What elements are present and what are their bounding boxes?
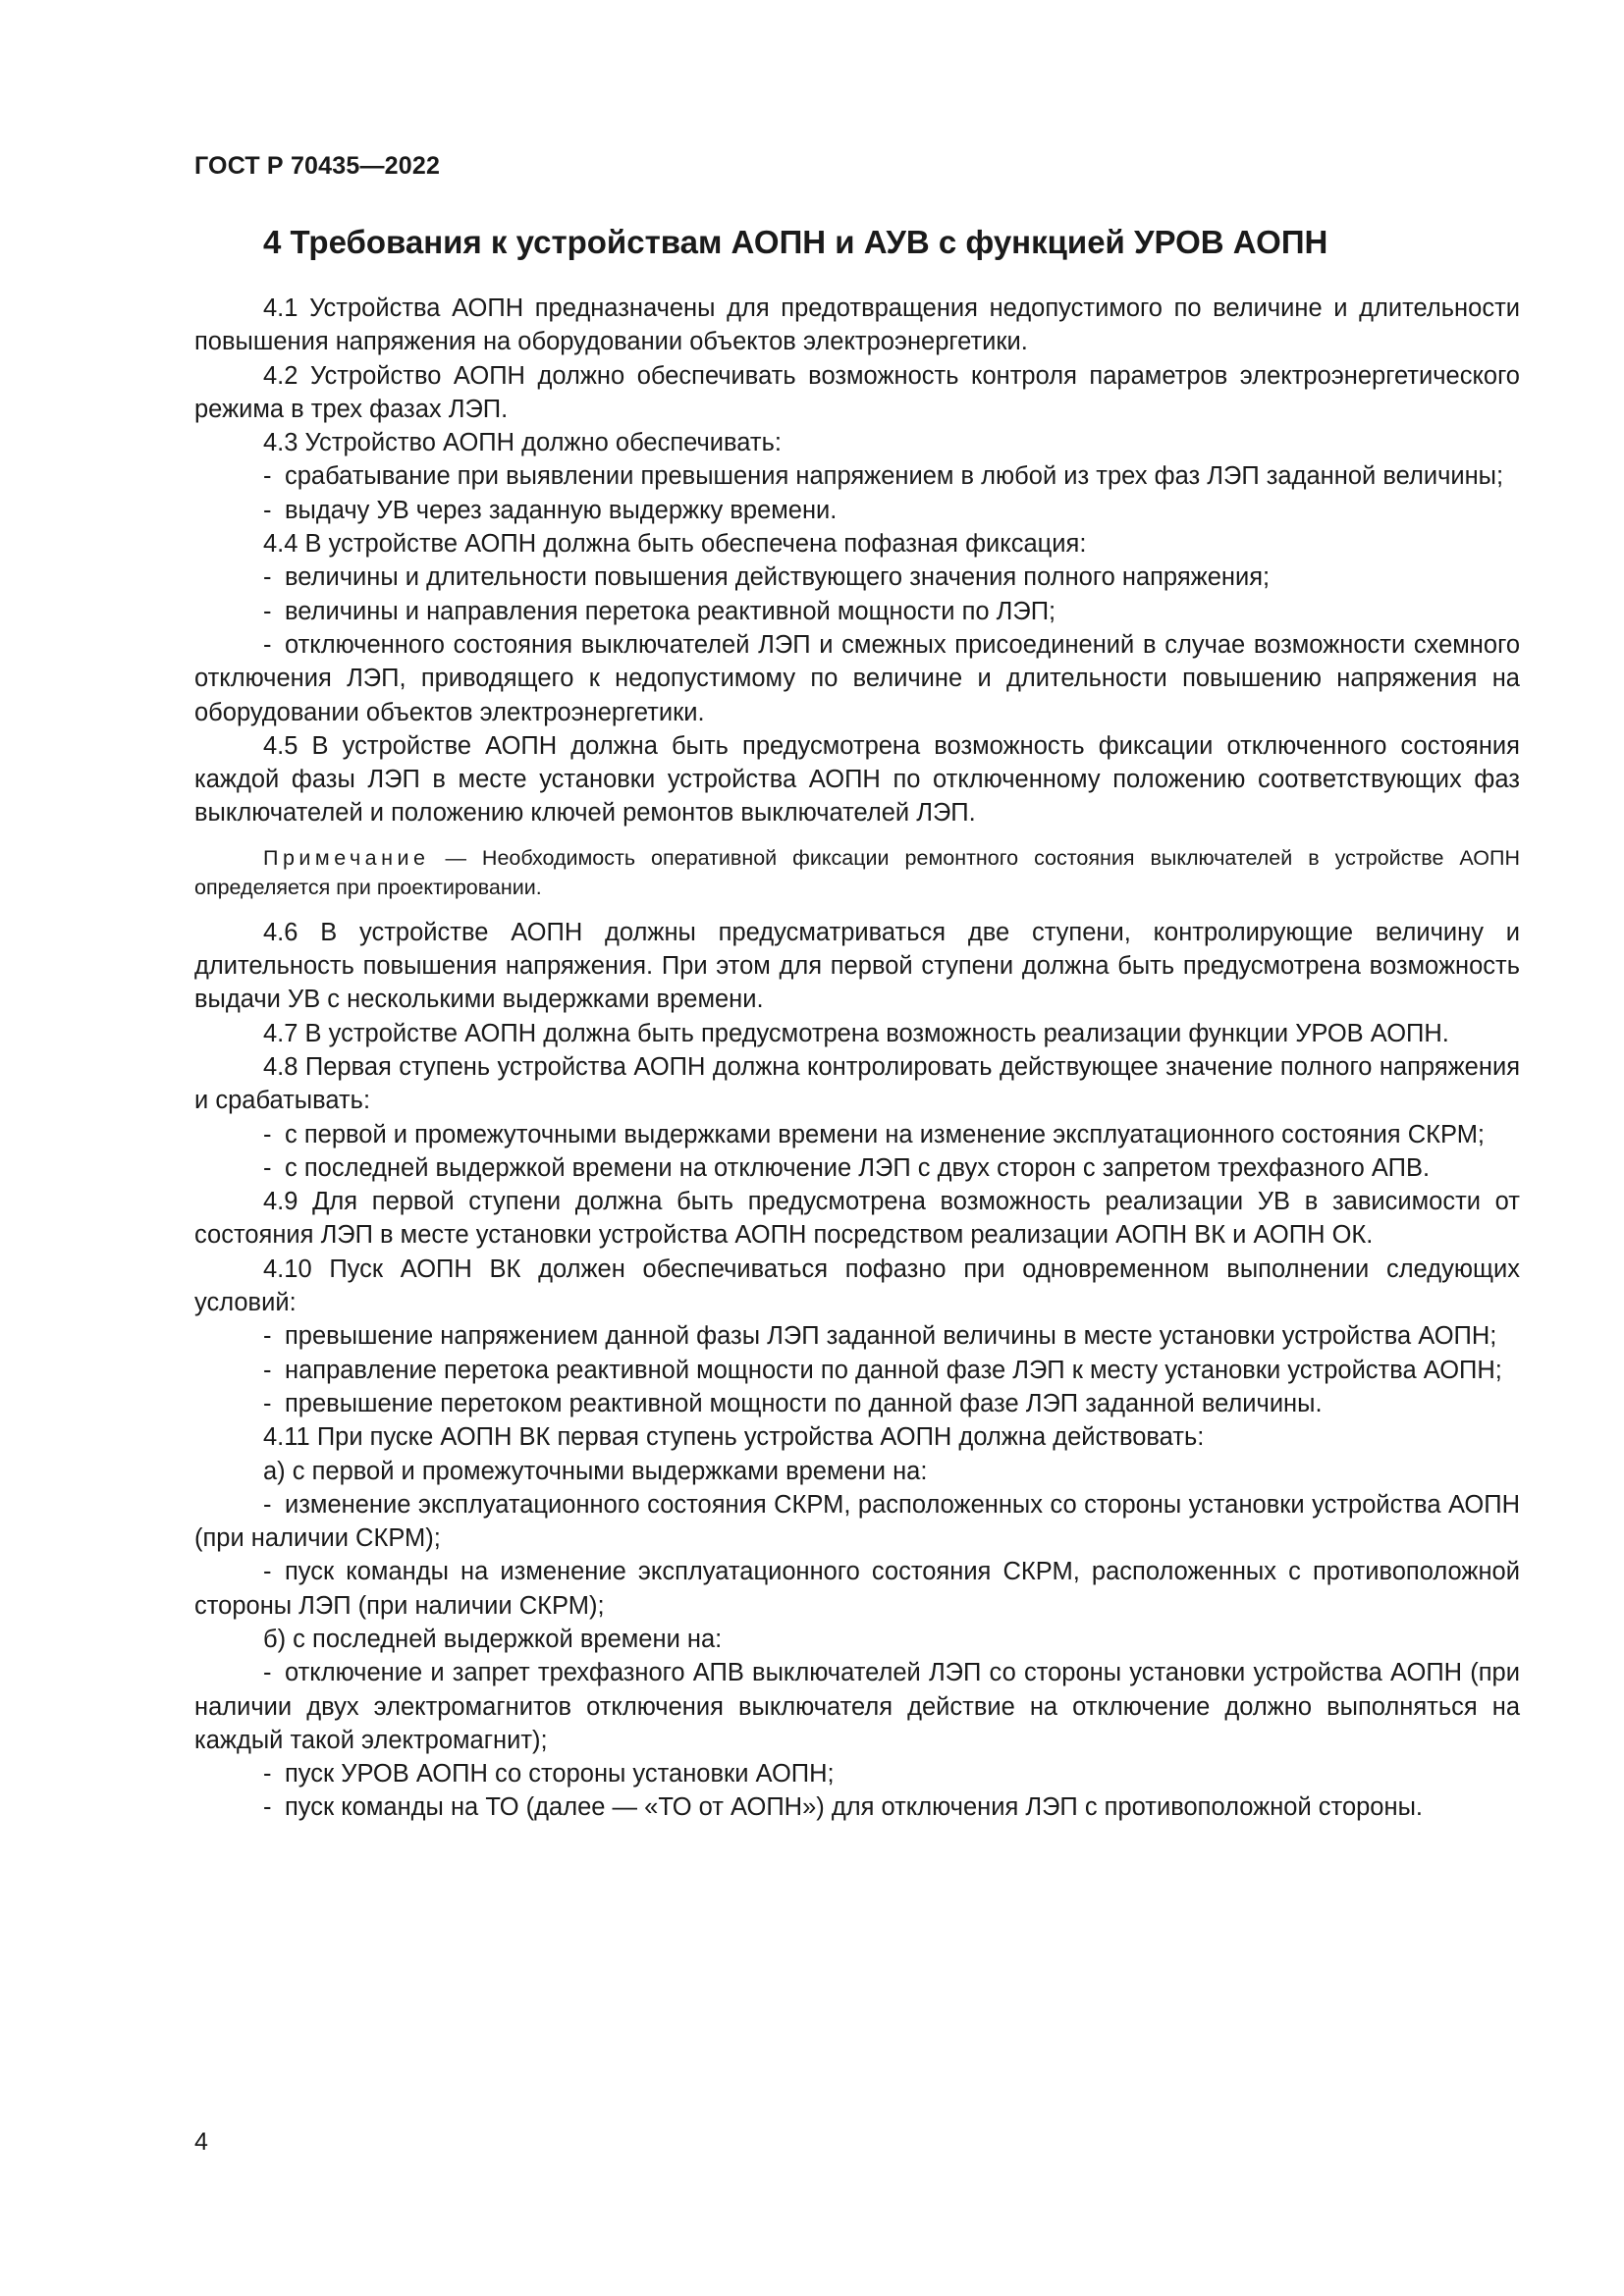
- paragraph-text: отключение и запрет трехфазного АПВ выключателей ЛЭП со стороны установки устройства АОПН (при наличии двух электромагнитов отключения выключателя действие на отключение должно выполняться на каждый такой электромагнит);: [194, 1659, 1520, 1754]
- paragraph-text: 4.8 Первая ступень устройства АОПН должна контролировать действующее значение полного напряжения и срабатывать:: [194, 1052, 1520, 1115]
- list-item: [194, 494, 1520, 527]
- list-item: [194, 595, 1520, 628]
- paragraph: [194, 1253, 1520, 1320]
- paragraph-text: 4.11 При пуске АОПН ВК первая ступень устройства АОПН должна действовать:: [263, 1423, 1205, 1452]
- paragraph-text: выдачу УВ через заданную выдержку времени.: [285, 496, 838, 524]
- paragraph-text: б) с последней выдержкой времени на:: [263, 1625, 723, 1653]
- paragraph: [194, 292, 1520, 359]
- list-dash: -: [263, 1558, 272, 1586]
- paragraph-text: а) с первой и промежуточными выдержками времени на:: [263, 1457, 928, 1485]
- list-item: [194, 459, 1520, 493]
- paragraph: [194, 1623, 1520, 1656]
- list-item: [194, 1757, 1520, 1790]
- paragraph-text: 4.3 Устройство АОПН должно обеспечивать:: [263, 429, 782, 457]
- list-dash: -: [263, 597, 272, 625]
- list-dash: -: [263, 630, 272, 659]
- paragraph-text: превышение напряжением данной фазы ЛЭП заданной величины в месте установки устройства АОПН;: [285, 1322, 1497, 1351]
- paragraph: [194, 1185, 1520, 1253]
- list-item: [194, 1319, 1520, 1353]
- list-item: [194, 561, 1520, 594]
- paragraph-text: с первой и промежуточными выдержками времени на изменение эксплуатационного состояния СКРМ;: [285, 1120, 1486, 1148]
- paragraph: [194, 359, 1520, 427]
- list-item: [194, 1151, 1520, 1185]
- note-paragraph: [194, 843, 1520, 902]
- paragraph-text: с последней выдержкой времени на отключение ЛЭП с двух сторон с запретом трехфазного АПВ.: [285, 1153, 1431, 1182]
- paragraph-text: пуск команды на изменение эксплуатационного состояния СКРМ, расположенных с противоположной стороны ЛЭП (при наличии СКРМ);: [194, 1558, 1520, 1620]
- paragraph-text: величины и направления перетока реактивной мощности по ЛЭП;: [285, 597, 1056, 625]
- paragraph: [194, 1455, 1520, 1488]
- paragraph: [194, 1420, 1520, 1454]
- list-item: [194, 1387, 1520, 1420]
- list-item: [194, 1488, 1520, 1556]
- note-label: Примечание: [263, 845, 430, 870]
- note-text: — Необходимость оперативной фиксации ремонтного состояния выключателей в устройстве АОПН определяется при проектировании.: [194, 845, 1520, 899]
- paragraph-text: пуск УРОВ АОПН со стороны установки АОПН;: [285, 1760, 835, 1789]
- list-dash: -: [263, 496, 272, 524]
- list-item: [194, 1790, 1520, 1824]
- paragraph-text: пуск команды на ТО (далее — «ТО от АОПН») для отключения ЛЭП с противоположной стороны.: [285, 1793, 1423, 1822]
- paragraph-text: 4.4 В устройстве АОПН должна быть обеспечена пофазная фиксация:: [263, 530, 1087, 559]
- paragraph: [194, 426, 1520, 459]
- paragraph: [194, 1050, 1520, 1118]
- paragraph-text: 4.6 В устройстве АОПН должны предусматриваться две ступени, контролирующие величину и длительность повышения напряжения. При этом для первой ступени должна быть предусмотрена возможность выдачи УВ с несколькими выдержками времени.: [194, 918, 1520, 1014]
- section-heading: 4 Требования к устройствам АОПН и АУВ с функцией УРОВ АОПН: [263, 224, 1328, 260]
- list-dash: -: [263, 1356, 272, 1384]
- paragraph-text: 4.2 Устройство АОПН должно обеспечивать возможность контроля параметров электроэнергетического режима в трех фазах ЛЭП.: [194, 361, 1520, 423]
- paragraph-text: отключенного состояния выключателей ЛЭП и смежных присоединений в случае возможности схемного отключения ЛЭП, приводящего к недопустимому по величине и длительности повышению напряжения на оборудовании объектов электроэнергетики.: [194, 630, 1520, 726]
- list-item: [194, 1555, 1520, 1623]
- paragraph-text: направление перетока реактивной мощности по данной фазе ЛЭП к месту установки устройства АОПН;: [285, 1356, 1502, 1384]
- paragraph-text: величины и длительности повышения действующего значения полного напряжения;: [285, 563, 1271, 592]
- list-dash: -: [263, 1153, 272, 1182]
- paragraph-text: срабатывание при выявлении превышения напряжением в любой из трех фаз ЛЭП заданной величины;: [285, 462, 1504, 491]
- paragraph-text: 4.9 Для первой ступени должна быть предусмотрена возможность реализации УВ в зависимости от состояния ЛЭП в месте установки устройства АОПН посредством реализации АОПН ВК и АОПН ОК.: [194, 1188, 1520, 1250]
- list-dash: -: [263, 563, 272, 592]
- paragraph-text: 4.1 Устройства АОПН предназначены для предотвращения недопустимого по величине и длительности повышения напряжения на оборудовании объектов электроэнергетики.: [194, 294, 1520, 356]
- list-item: [194, 628, 1520, 729]
- paragraph: [194, 1017, 1520, 1050]
- list-item: [194, 1656, 1520, 1757]
- paragraph-text: изменение эксплуатационного состояния СКРМ, расположенных со стороны установки устройства АОПН (при наличии СКРМ);: [194, 1490, 1520, 1553]
- list-dash: -: [263, 1322, 272, 1351]
- list-dash: -: [263, 1389, 272, 1417]
- paragraph-text: 4.5 В устройстве АОПН должна быть предусмотрена возможность фиксации отключенного состояния каждой фазы ЛЭП в месте установки устройства АОПН по отключенному положению соответствующих фаз выключателей и положению ключей ремонтов выключателей ЛЭП.: [194, 731, 1520, 828]
- list-dash: -: [263, 1760, 272, 1789]
- list-item: [194, 1118, 1520, 1151]
- paragraph: [194, 729, 1520, 830]
- paragraph: [194, 527, 1520, 561]
- document-body: [194, 292, 1520, 1825]
- paragraph-text: 4.10 Пуск АОПН ВК должен обеспечиваться пофазно при одновременном выполнении следующих условий:: [194, 1255, 1520, 1317]
- list-dash: -: [263, 1490, 272, 1519]
- list-item: [194, 1354, 1520, 1387]
- paragraph-text: превышение перетоком реактивной мощности по данной фазе ЛЭП заданной величины.: [285, 1389, 1323, 1417]
- paragraph: [194, 916, 1520, 1017]
- paragraph-text: 4.7 В устройстве АОПН должна быть предусмотрена возможность реализации функции УРОВ АОПН.: [263, 1019, 1449, 1047]
- list-dash: -: [263, 1659, 272, 1687]
- list-dash: -: [263, 462, 272, 491]
- list-dash: -: [263, 1793, 272, 1822]
- list-dash: -: [263, 1120, 272, 1148]
- document-header: ГОСТ Р 70435—2022: [194, 152, 441, 180]
- page-number: 4: [194, 2128, 208, 2156]
